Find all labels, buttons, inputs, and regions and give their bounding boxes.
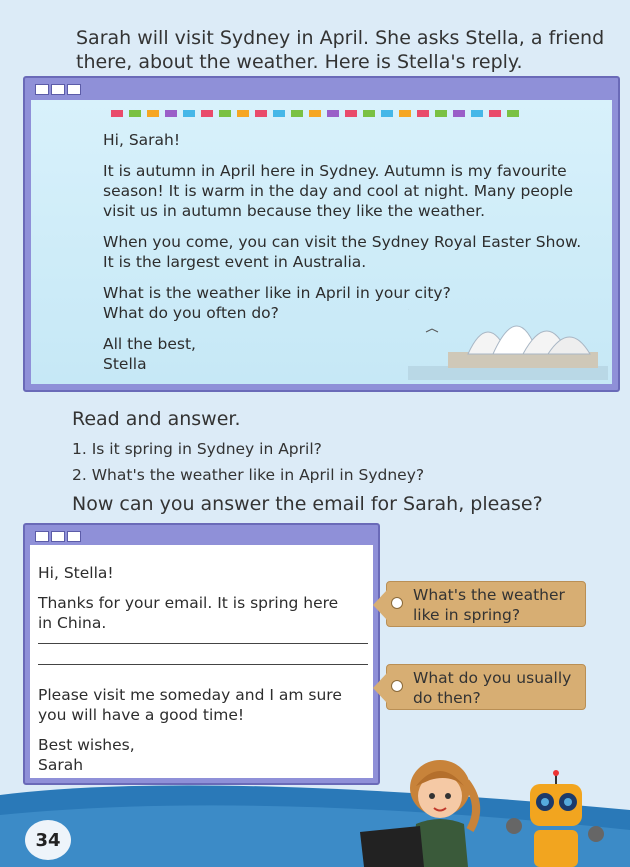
email-paragraph-2 — [103, 232, 613, 272]
window-buttons — [35, 531, 81, 542]
email-greeting: Hi, Sarah! — [103, 131, 181, 149]
question-2: 2. What's the weather like in April in Sydney? — [72, 466, 425, 484]
email-paragraph-2 — [38, 685, 373, 725]
window-button-icon — [67, 531, 81, 542]
tag-hole-icon — [391, 597, 403, 609]
intro-line-2: there, about the weather. Here is Stella's reply. — [76, 51, 523, 73]
email-window-stella — [23, 76, 620, 392]
section-title: Read and answer. — [72, 408, 241, 430]
decorative-stripe — [111, 110, 519, 117]
tag-hole-icon — [391, 680, 403, 692]
hint-tag-weather — [386, 581, 586, 627]
window-button-icon — [51, 84, 65, 95]
email-body-stella — [31, 100, 612, 384]
answer-line[interactable] — [38, 643, 368, 644]
tag-text-line: do then? — [413, 689, 481, 707]
text-line: It is autumn in April here in Sydney. Autumn is my favourite — [103, 162, 567, 180]
intro-line-1: Sarah will visit Sydney in April. She asks Stella, a friend — [76, 27, 605, 49]
text-line: season! It is warm in the day and cool at night. Many people — [103, 182, 574, 200]
intro-text — [76, 26, 616, 74]
email-window-sarah — [23, 523, 380, 785]
question-1: 1. Is it spring in Sydney in April? — [72, 440, 322, 458]
window-button-icon — [35, 531, 49, 542]
window-button-icon — [67, 84, 81, 95]
text-line: It is the largest event in Australia. — [103, 253, 367, 271]
girl-with-laptop-illustration — [360, 752, 500, 867]
text-line: Please visit me someday and I am sure — [38, 686, 342, 704]
window-button-icon — [51, 531, 65, 542]
text-line: Best wishes, — [38, 736, 135, 754]
section-prompt: Now can you answer the email for Sarah, please? — [72, 493, 543, 515]
email-signoff — [38, 735, 373, 775]
text-line: When you come, you can visit the Sydney Royal Easter Show. — [103, 233, 582, 251]
page-number: 34 — [25, 820, 71, 860]
text-line: Thanks for your email. It is spring here — [38, 594, 339, 612]
tag-text-line: What's the weather — [413, 586, 565, 604]
email-paragraph-1 — [103, 161, 613, 221]
tag-text-line: like in spring? — [413, 606, 521, 624]
window-button-icon — [35, 84, 49, 95]
text-line: in China. — [38, 614, 107, 632]
text-line: you will have a good time! — [38, 706, 245, 724]
email-body-sarah — [30, 545, 373, 778]
opera-house-illustration — [408, 290, 608, 380]
tag-text-line: What do you usually — [413, 669, 572, 687]
email-text-sarah — [38, 563, 373, 785]
text-line: Sarah — [38, 756, 84, 774]
text-line: What do you often do? — [103, 304, 279, 322]
email-paragraph-1 — [38, 593, 373, 633]
answer-line[interactable] — [38, 664, 368, 665]
text-line: What is the weather like in April in your city? — [103, 284, 451, 302]
hint-tag-activities — [386, 664, 586, 710]
robot-illustration — [500, 770, 610, 867]
text-line: All the best, — [103, 335, 196, 353]
text-line: Stella — [103, 355, 147, 373]
email-greeting: Hi, Stella! — [38, 564, 114, 582]
text-line: visit us in autumn because they like the weather. — [103, 202, 486, 220]
window-buttons — [35, 84, 81, 95]
